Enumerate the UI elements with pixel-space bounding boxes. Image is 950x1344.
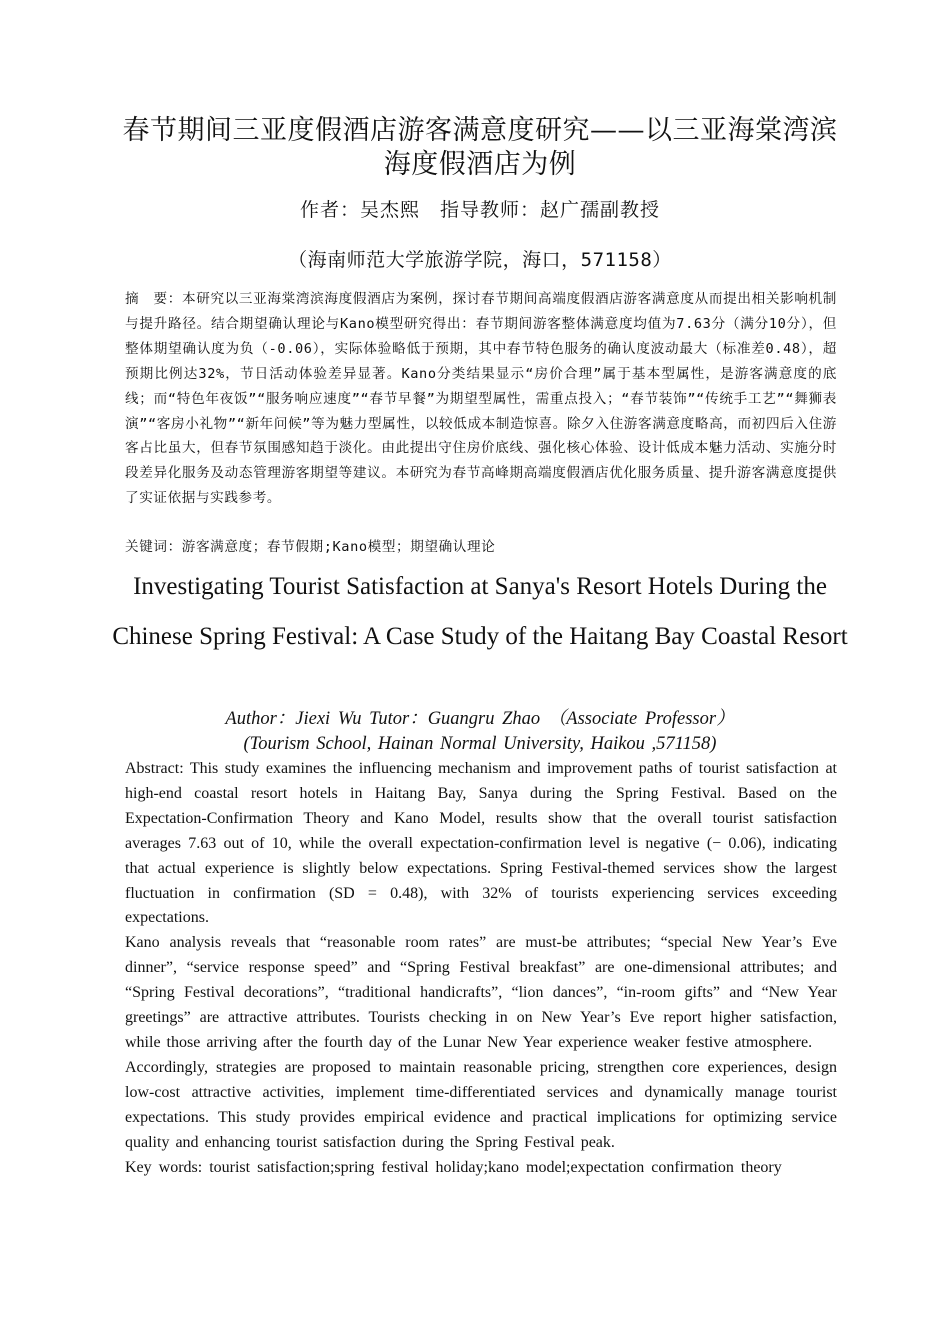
abstract-paragraph-3: Accordingly, strategies are proposed to maintain reasonable pricing, strengthen core experiences, design low‑cost attractive activities, implement time‑differentiated services and dynamically manage tourist expectations. This study provides empirical evidence and practical implications for optimizing service quality and enhancing tourist satisfaction during the Spring Festival peak. — [125, 1058, 837, 1151]
english-title: Investigating Tourist Satisfaction at Sanya's Resort Hotels During the Chinese Spring Festival: A Case Study of the Haitang Bay Coastal Resort — [112, 573, 848, 650]
chinese-title: 春节期间三亚度假酒店游客满意度研究——以三亚海棠湾滨海度假酒店为例 — [122, 115, 838, 180]
chinese-affiliation: （海南师范大学旅游学院，海口，571158） — [288, 249, 672, 271]
english-keywords: Key words: tourist satisfaction;spring festival holiday;kano model;expectation confirmation theory — [125, 1158, 782, 1176]
abstract-paragraph-2: Kano analysis reveals that “reasonable room rates” are must‑be attributes; “special New Year’s Eve dinner”, “service response speed” and “Spring Festival breakfast” are one‑dimensional attributes; and “Spring Festival decorations”, “traditional handicrafts”, “lion dances”, “in‑room gifts” and “New Year greetings” are attractive attributes. Tourists checking in on New Year’s Eve report higher satisfaction, while those arriving after the fourth day of the Lunar New Year experience weaker festive atmosphere. — [125, 934, 837, 1051]
chinese-abstract: 摘 要：本研究以三亚海棠湾滨海度假酒店为案例，探讨春节期间高端度假酒店游客满意度从而提出相关影响机制与提升路径。结合期望确认理论与Kano模型研究得出：春节期间游客整体满意度均值为7.63分（满分10分），但整体期望确认度为负（-0.06），实际体验略低于预期，其中春节特色服务的确认度波动最大（标准差0.48），超预期比例达32%，节日活动体验差异显著。Kano分类结果显示“房价合理”属于基本型属性，是游客满意度的底线；而“特色年夜饭”“服务响应速度”“春节早餐”为期望型属性，需重点投入；“春节装饰”“传统手工艺”“舞狮表演”“客房小礼物”“新年问候”等为魅力型属性，以较低成本制造惊喜。除夕入住游客满意度略高，而初四后入住游客占比虽大，但春节氛围感知趋于淡化。由此提出守住房价底线、强化核心体验、设计低成本魅力活动、实施分时段差异化服务及动态管理游客期望等建议。本研究为春节高峰期高端度假酒店优化服务质量、提升游客满意度提供了实证依据与实践参考。 — [125, 291, 837, 507]
english-affiliation: (Tourism School, Hainan Normal University, Haikou ,571158) — [243, 734, 717, 754]
chinese-authors: 作者：吴杰熙 指导教师：赵广孺副教授 — [299, 199, 660, 221]
english-authors: Author：Jiexi Wu Tutor：Guangru Zhao （Associate Professor） — [225, 709, 735, 729]
abstract-paragraph-1: Abstract: This study examines the influencing mechanism and improvement paths of tourist satisfaction at high‑end coastal resort hotels in Haitang Bay, Sanya during the Spring Festival. Based on the Expectation‑Confirmation Theory and Kano Model, results show that the overall tourist satisfaction averages 7.63 out of 10, while the overall expectation‑confirmation level is negative (− 0.06), indicating that actual experience is slightly below expectations. Spring Festival‑themed services show the largest fluctuation in confirmation (SD = 0.48), with 32% of tourists experiencing services exceeding expectations. — [125, 760, 837, 927]
chinese-keywords: 关键词：游客满意度；春节假期;Kano模型；期望确认理论 — [125, 539, 496, 555]
english-abstract — [125, 757, 837, 1180]
